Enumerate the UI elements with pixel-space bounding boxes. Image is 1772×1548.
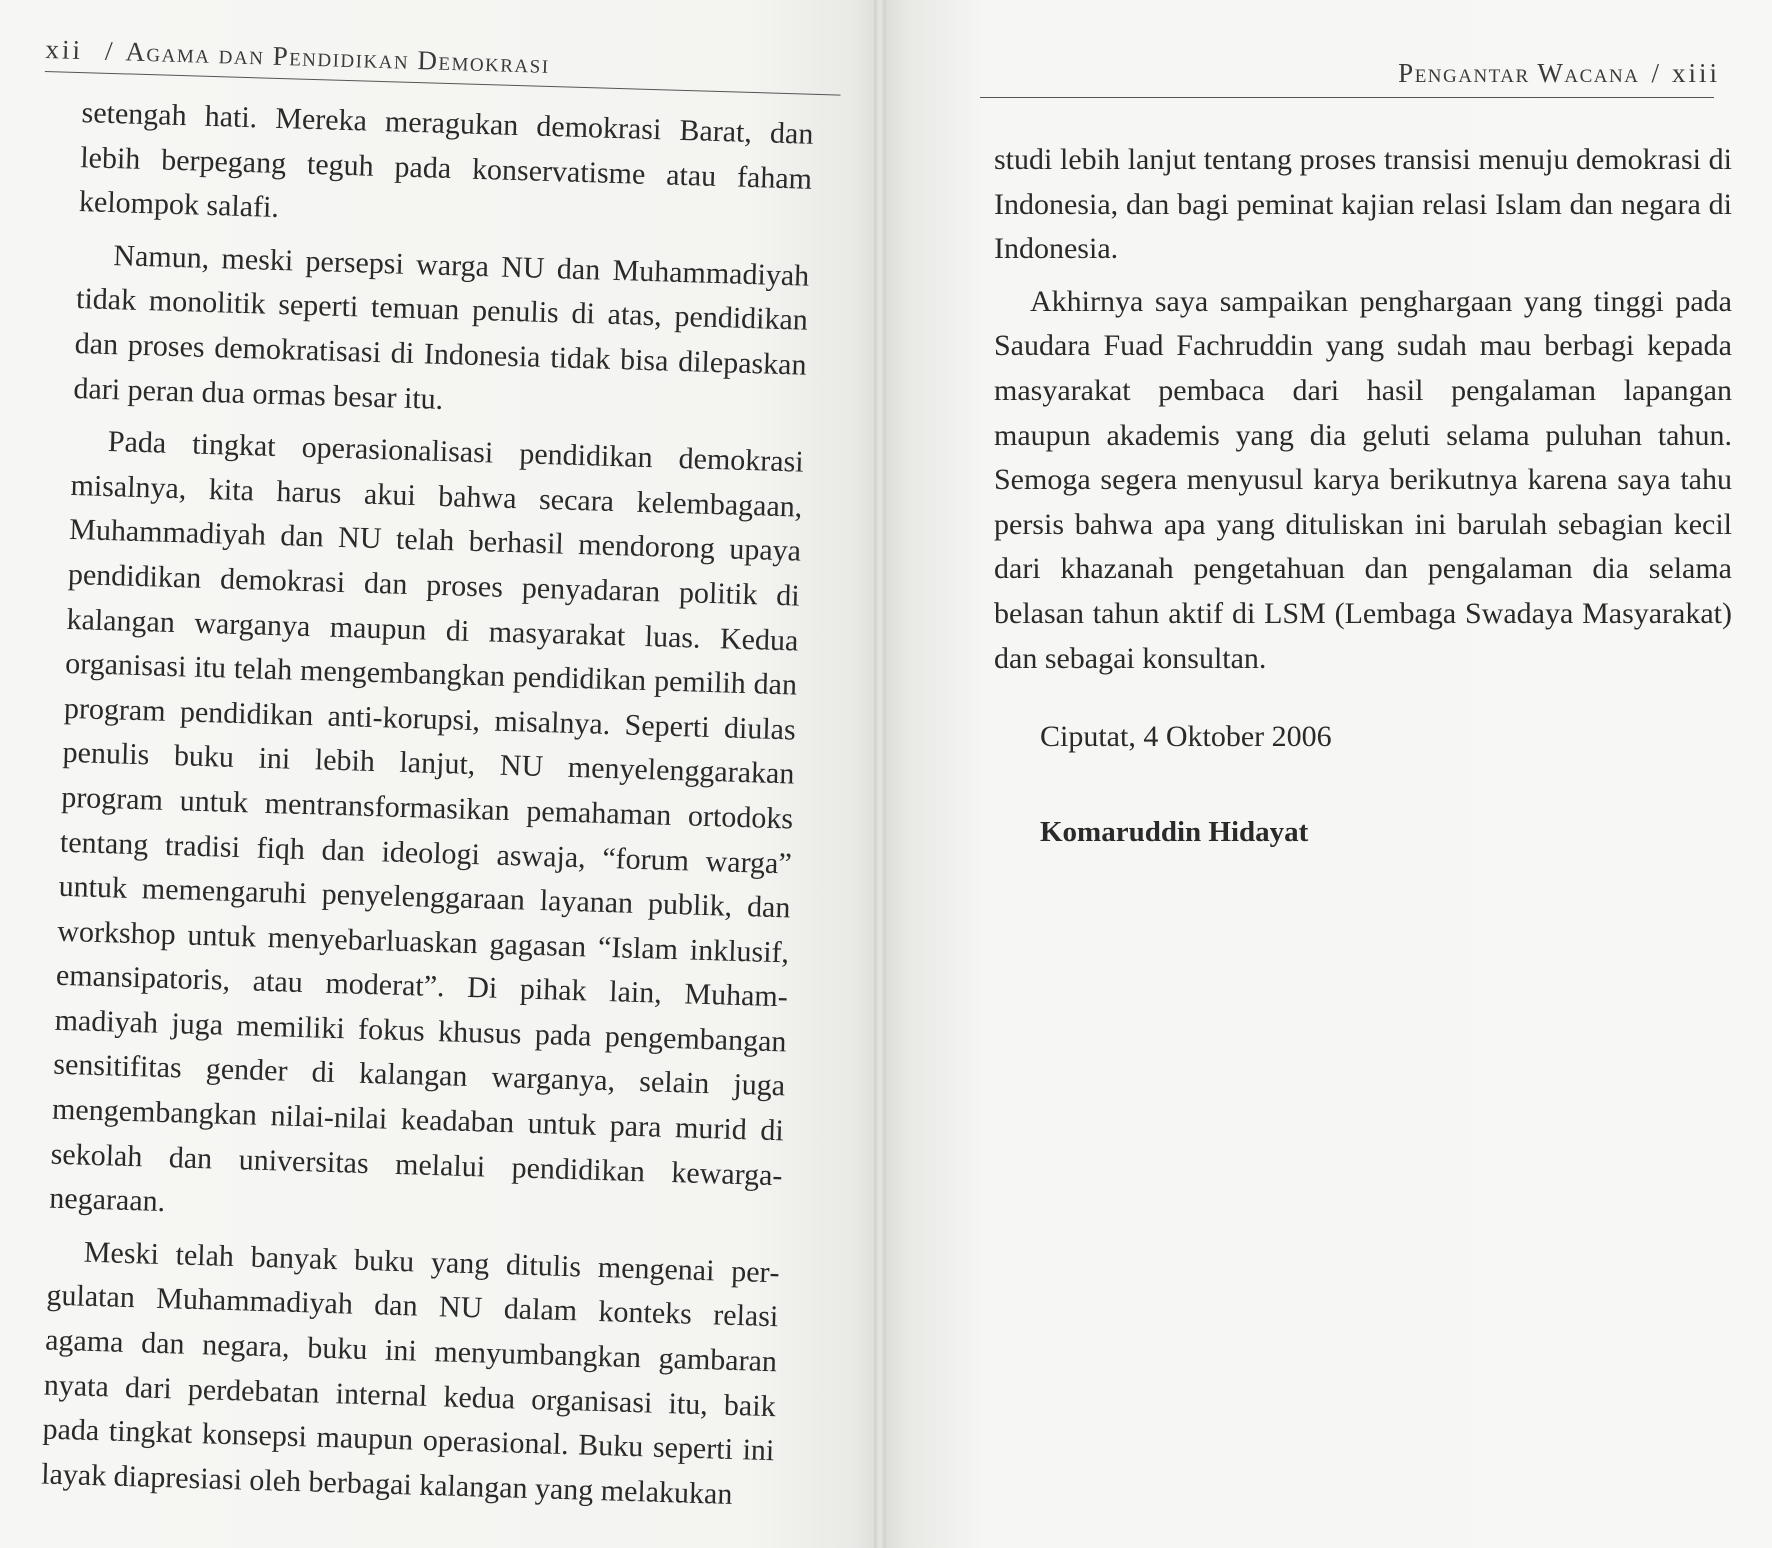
running-head-separator: / [1651, 58, 1660, 88]
right-body-text [994, 138, 1732, 681]
left-paragraph-4: Meski telah banyak buku yang ditulis mengenai pergulatan Muhammadiyah dan NU dalam konteks relasi agama dan negara, buku ini menyumbangkan gambaran nyata dari perdebatan internal kedua organisasi itu, baik pada tingkat konsepsi maupun operasional. Buku seperti ini layak diapresiasi oleh berbagai kalangan yang melakukan [40, 1235, 781, 1511]
left-paragraph-3: Pada tingkat operasionalisasi pendidikan demokrasi misalnya, kita harus akui bahwa secara kelembagaan, Muhammadiyah dan NU telah berhasil mendorong upaya pendidikan demokrasi dan proses penyadaran politik di kalangan warganya maupun di masyarakat luas. Kedua organisasi itu telah mengembangkan pendidikan pemilih dan program pendidikan anti-korupsi, misalnya. Seperti diulas penulis buku ini lebih lanjut, NU menyelenggarakan program untuk mentransformasikan pemahaman ortodoks tentang tradisi fiqh dan ideologi aswaja, “forum warga” untuk memengaruhi penyelenggaraan layanan publik, dan workshop untuk menyebarluaskan gagasan “Islam inklusif, emansipatoris, atau moderat”. Di pihak lain, Muhammadiyah juga memiliki fokus khusus pada pengembangan sensitifitas gender di kalangan warganya, selain juga mengembangkan nilai-nilai keadaban untuk para murid di sekolah dan universitas melalui pendidikan kewarganegaraan. [48, 425, 805, 1219]
page-number-right: xiii [1671, 58, 1720, 88]
left-paragraph-1: setengah hati. Mereka meragukan demokrasi Barat, dan lebih berpegang teguh pada konservatisme atau faham kelompok salafi. [78, 96, 814, 225]
running-head-title-right: Pengantar Wacana [1398, 58, 1640, 88]
right-paragraph-2: Akhirnya saya sampaikan penghargaan yang tinggi pada Saudara Fuad Fachruddin yang sudah mau berbagi kepada masyarakat pembaca dari hasil pengalaman lapangan maupun akademis yang dia geluti selama puluhan tahun. Semoga segera menyusul karya berikutnya karena saya tahu persis bahwa apa yang dituliskan ini barulah sebagian kecil dari khazanah pengetahuan dan pengalaman dia selama belasan tahun aktif di LSM (Lembaga Swadaya Masyarakat) dan sebagai konsultan. [994, 284, 1732, 675]
right-page-content [982, 58, 1732, 681]
page-number-left: xii [45, 34, 84, 66]
right-paragraph-1: studi lebih lanjut tentang proses transisi menuju demokrasi di Indonesia, dan bagi peminat kajian relasi Islam dan negara di Indonesia. [994, 143, 1732, 266]
running-head-rule-right [980, 97, 1714, 98]
left-page-content [3, 34, 842, 1519]
signatory-name: Komaruddin Hidayat [1040, 816, 1309, 848]
left-paragraph-2: Namun, meski persepsi warga NU dan Muhammadiyah tidak monolitik seperti temuan penulis di atas, pendidikan dan proses demokratisasi di Indonesia tidak bisa dilepaskan dari peran dua ormas besar itu. [73, 238, 810, 416]
place-date: Ciputat, 4 Oktober 2006 [1040, 720, 1332, 753]
running-head-separator: / [104, 35, 115, 67]
book-gutter [874, 0, 886, 1548]
right-running-head [982, 58, 1730, 89]
running-head-title-left: Agama dan Pendidikan Demokrasi [125, 36, 551, 79]
left-body-text [41, 91, 814, 1519]
